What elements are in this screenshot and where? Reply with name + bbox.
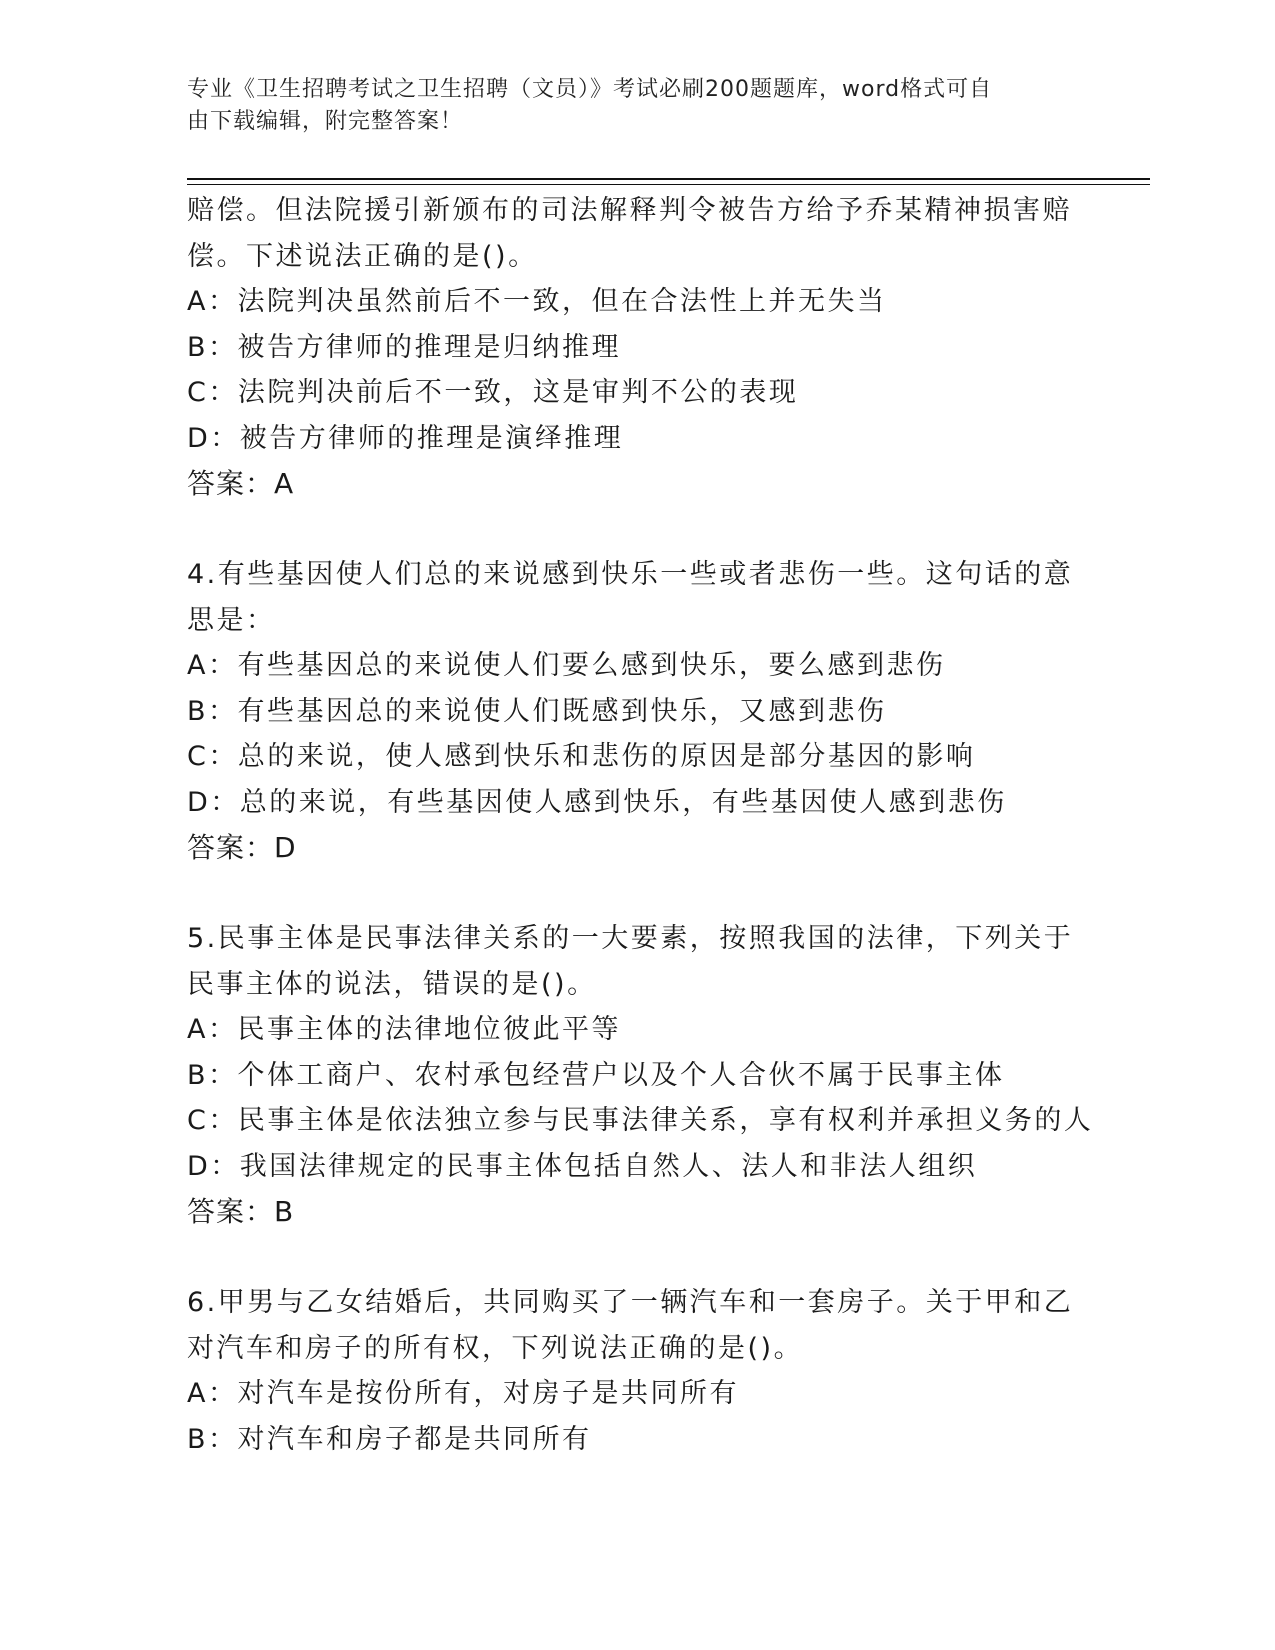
answer-line: 答案：B — [187, 1195, 295, 1228]
question-stem-line: 赔偿。但法院援引新颁布的司法解释判令被告方给予乔某精神损害赔 — [187, 195, 1072, 226]
option-b: B：有些基因总的来说使人们既感到快乐，又感到悲伤 — [187, 695, 887, 727]
question-stem-line: 对汽车和房子的所有权，下列说法正确的是()。 — [187, 1332, 804, 1364]
question-spacer — [187, 1235, 1087, 1281]
option-b: B：被告方律师的推理是归纳推理 — [187, 331, 622, 363]
header-line-2: 由下载编辑，附完整答案！ — [187, 109, 464, 134]
question-6 — [187, 1280, 1087, 1462]
option-d: D：总的来说，有些基因使人感到快乐，有些基因使人感到悲伤 — [187, 786, 1007, 818]
question-stem-line: 偿。下述说法正确的是()。 — [187, 240, 538, 272]
header-rule-thin — [187, 184, 1150, 185]
option-b: B：个体工商户、农村承包经营户以及个人合伙不属于民事主体 — [187, 1059, 1005, 1091]
option-a: A：法院判决虽然前后不一致，但在合法性上并无失当 — [187, 286, 887, 317]
option-d: D：我国法律规定的民事主体包括自然人、法人和非法人组织 — [187, 1150, 978, 1182]
question-stem-line: 民事主体的说法，错误的是()。 — [187, 968, 597, 1000]
question-spacer — [187, 507, 1087, 553]
option-c: C：法院判决前后不一致，这是审判不公的表现 — [187, 377, 799, 408]
answer-line: 答案：A — [187, 467, 295, 500]
option-a: A：民事主体的法律地位彼此平等 — [187, 1014, 621, 1045]
option-c: C：总的来说，使人感到快乐和悲伤的原因是部分基因的影响 — [187, 741, 976, 772]
option-a: A：对汽车是按份所有，对房子是共同所有 — [187, 1378, 739, 1409]
header-rule-thick — [187, 178, 1150, 180]
question-stem-line: 6.甲男与乙女结婚后，共同购买了一辆汽车和一套房子。关于甲和乙 — [187, 1287, 1074, 1318]
option-d: D：被告方律师的推理是演绎推理 — [187, 422, 624, 454]
question-stem-line: 4.有些基因使人们总的来说感到快乐一些或者悲伤一些。这句话的意 — [187, 559, 1074, 590]
page-header — [187, 74, 1087, 138]
option-c: C：民事主体是依法独立参与民事法律关系，享有权利并承担义务的人 — [187, 1105, 1094, 1136]
header-line-1: 专业《卫生招聘考试之卫生招聘（文员）》考试必刷200题题库，word格式可自 — [187, 77, 993, 102]
question-3 — [187, 188, 1087, 507]
option-a: A：有些基因总的来说使人们要么感到快乐，要么感到悲伤 — [187, 650, 946, 681]
question-4 — [187, 552, 1087, 871]
answer-line: 答案：D — [187, 831, 297, 864]
question-stem-line: 思是： — [187, 604, 276, 636]
option-b: B：对汽车和房子都是共同所有 — [187, 1423, 592, 1455]
question-stem-line: 5.民事主体是民事法律关系的一大要素，按照我国的法律，下列关于 — [187, 923, 1074, 954]
question-list — [187, 188, 1094, 1462]
question-spacer — [187, 871, 1087, 917]
question-5 — [187, 916, 1094, 1235]
